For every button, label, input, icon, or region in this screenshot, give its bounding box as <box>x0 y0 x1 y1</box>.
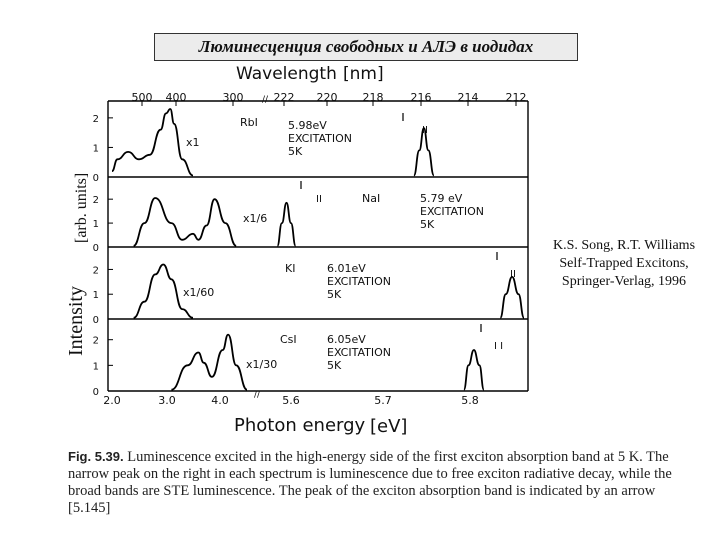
panel-band-label: II <box>422 125 428 136</box>
top-tick-label: 216 <box>410 91 432 104</box>
panel-temperature: 5K <box>288 145 303 158</box>
panel-crystal-label: CsI <box>280 333 297 346</box>
top-tick-label: 220 <box>316 91 338 104</box>
y-tick-label: 1 <box>92 290 99 302</box>
y-tick-label: 1 <box>92 361 99 373</box>
spectrum-curve-narrow <box>500 277 524 318</box>
bottom-tick-label: 2.0 <box>103 394 121 407</box>
panel-crystal-label: RbI <box>240 116 258 129</box>
y-tick-label: 2 <box>92 335 99 347</box>
y-tick-label: 1 <box>92 219 99 231</box>
y-tick-label: 0 <box>92 315 99 326</box>
bottom-axis-title: Photon energy <box>234 415 366 436</box>
panel-excitation-word: EXCITATION <box>420 205 484 218</box>
top-tick-label: 400 <box>165 91 187 104</box>
bottom-axis-unit: [eV] <box>370 416 408 437</box>
panel-temperature: 5K <box>327 359 342 372</box>
citation-publisher: Springer-Verlag, 1996 <box>561 274 687 289</box>
spectrum-curve-narrow <box>277 203 295 246</box>
panel-scale-factor: x1/60 <box>183 286 215 299</box>
spectrum-curve-broad <box>112 109 193 176</box>
panel-excitation-word: EXCITATION <box>288 132 352 145</box>
figure-caption <box>68 448 674 517</box>
panel-scale-factor: x1/30 <box>246 358 278 371</box>
y-axis-unit: [arb. units] <box>73 172 90 243</box>
top-tick-label: 214 <box>457 91 479 104</box>
top-tick-label: 500 <box>131 91 153 104</box>
citation-authors: K.S. Song, R.T. Williams <box>552 238 696 253</box>
citation-book-title: Self-Trapped Excitons, <box>559 256 689 271</box>
slide-title: Люминесценция свободных и АЛЭ в иодидах <box>154 33 578 61</box>
spectrum-curve-narrow <box>464 350 484 390</box>
y-tick-label: 1 <box>92 143 99 155</box>
bottom-tick-label: 5.6 <box>282 394 300 407</box>
top-axis-unit: [nm] <box>343 64 384 84</box>
bottom-tick-label: 5.8 <box>461 394 479 407</box>
y-tick-label: 2 <box>92 265 99 277</box>
top-axis-title: Wavelength <box>236 64 337 84</box>
top-tick-label: 212 <box>505 91 527 104</box>
top-tick-label: 300 <box>222 91 244 104</box>
panel-band-label: I I <box>494 341 504 352</box>
panel-scale-factor: x1/6 <box>243 212 268 225</box>
panel-scale-factor: x1 <box>186 136 200 149</box>
caption-reference: [5.145] <box>68 500 111 516</box>
panel-excitation-energy: 5.79 eV <box>420 192 463 205</box>
panel-excitation-energy: 6.01eV <box>327 262 366 275</box>
y-tick-label: 2 <box>92 195 99 207</box>
y-tick-label: 0 <box>92 173 99 184</box>
y-tick-label: 2 <box>92 113 99 125</box>
axis-break-mark: // <box>262 95 269 105</box>
y-axis-title: Intensity <box>65 286 87 356</box>
panel-excitation-energy: 5.98eV <box>288 119 327 132</box>
citation <box>536 237 712 291</box>
panel-excitation-word: EXCITATION <box>327 346 391 359</box>
panel-crystal-label: KI <box>285 262 296 275</box>
bottom-tick-label: 3.0 <box>158 394 176 407</box>
y-tick-label: 0 <box>92 243 99 254</box>
caption-text: Luminescence excited in the high-energy side of the first exciton absorption band at 5 K. The narrow peak on the right in each spectrum is luminescence due to free exciton radiative decay, while the broad bands are STE luminescence. The peak of the exciton absorption band is indicated by an arrow <box>68 449 672 499</box>
y-tick-label: 0 <box>92 387 99 398</box>
panel-crystal-label: NaI <box>362 192 381 205</box>
top-tick-label: 218 <box>362 91 384 104</box>
caption-label: Fig. 5.39. <box>68 449 124 464</box>
panel-excitation-energy: 6.05eV <box>327 333 366 346</box>
spectrum-curve-broad <box>134 198 237 246</box>
bottom-tick-label: 4.0 <box>211 394 229 407</box>
axis-break-mark: // <box>254 390 261 400</box>
top-tick-label: 222 <box>273 91 295 104</box>
panel-temperature: 5K <box>327 288 342 301</box>
panel-excitation-word: EXCITATION <box>327 275 391 288</box>
spectrum-curve-broad <box>171 335 247 390</box>
panel-band-label: II <box>510 269 516 280</box>
panel-band-label: II <box>316 194 322 205</box>
bottom-tick-label: 5.7 <box>374 394 392 407</box>
panel-temperature: 5K <box>420 218 435 231</box>
